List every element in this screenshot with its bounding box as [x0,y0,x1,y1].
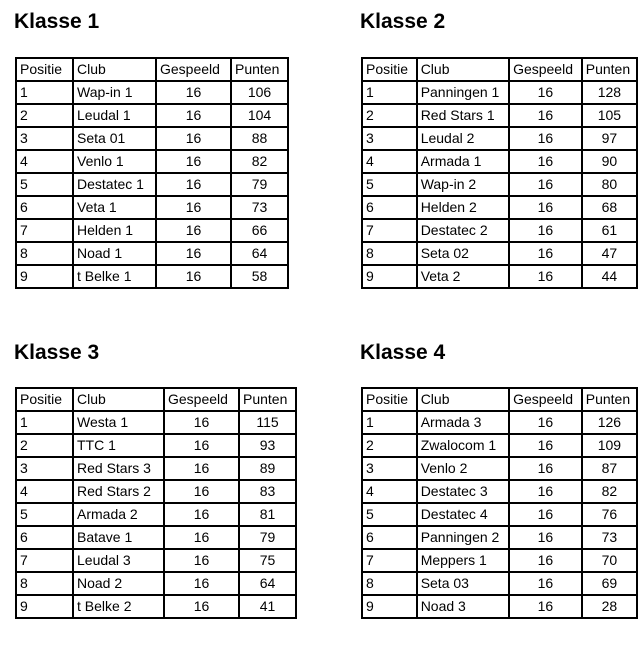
header-pos: Positie [362,388,417,411]
header-pos: Positie [16,388,73,411]
played-cell: 16 [509,219,582,242]
club-cell: Wap-in 2 [417,173,509,196]
table-row [16,595,296,618]
played-cell: 16 [509,196,582,219]
position-cell: 5 [362,503,417,526]
position-cell: 2 [16,434,73,457]
played-cell: 16 [509,242,582,265]
klasse-4-title: Klasse 4 [360,341,446,364]
played-cell: 16 [164,572,239,595]
club-cell: Venlo 2 [417,457,509,480]
points-cell: 61 [582,219,637,242]
table-row [16,265,288,288]
header-club: Club [417,58,509,81]
klasse-1-title: Klasse 1 [14,10,100,33]
club-cell: Veta 1 [73,196,156,219]
club-cell: Zwalocom 1 [417,434,509,457]
klasse-3-section [14,341,99,365]
position-cell: 2 [362,434,417,457]
table-row [16,503,296,526]
points-cell: 89 [239,457,296,480]
table-row [16,572,296,595]
klasse-1-table [15,57,289,289]
club-cell: Helden 1 [73,219,156,242]
position-cell: 7 [16,549,73,572]
position-cell: 2 [362,104,417,127]
played-cell: 16 [509,150,582,173]
table-row [362,503,637,526]
table-row [362,572,637,595]
table-row [16,480,296,503]
club-cell: Red Stars 3 [73,457,164,480]
points-cell: 105 [582,104,637,127]
table-row [16,434,296,457]
club-cell: Wap-in 1 [73,81,156,104]
klasse-4-section [360,341,445,365]
header-played: Gespeeld [509,58,582,81]
played-cell: 16 [156,104,231,127]
position-cell: 6 [16,196,73,219]
points-cell: 73 [231,196,288,219]
table-header-row [16,388,296,411]
position-cell: 7 [362,549,417,572]
points-cell: 64 [239,572,296,595]
points-cell: 104 [231,104,288,127]
position-cell: 4 [362,480,417,503]
table-row [362,196,637,219]
club-cell: Noad 3 [417,595,509,618]
position-cell: 8 [16,572,73,595]
klasse-2-table [361,57,638,289]
table-row [16,457,296,480]
position-cell: 9 [16,595,73,618]
position-cell: 8 [16,242,73,265]
header-played: Gespeeld [509,388,582,411]
played-cell: 16 [509,526,582,549]
played-cell: 16 [156,173,231,196]
table-row [362,81,637,104]
points-cell: 73 [582,526,637,549]
header-points: Punten [231,58,288,81]
header-club: Club [73,388,164,411]
table-row [16,196,288,219]
points-cell: 79 [231,173,288,196]
position-cell: 9 [362,265,417,288]
club-cell: Destatec 3 [417,480,509,503]
table-row [362,104,637,127]
points-cell: 97 [582,127,637,150]
table-row [16,81,288,104]
position-cell: 2 [16,104,73,127]
klasse-4-table [361,387,638,619]
played-cell: 16 [509,549,582,572]
header-pos: Positie [362,58,417,81]
position-cell: 1 [362,411,417,434]
klasse-3-table [15,387,297,619]
header-club: Club [73,58,156,81]
points-cell: 93 [239,434,296,457]
position-cell: 5 [16,173,73,196]
position-cell: 7 [16,219,73,242]
table-row [362,526,637,549]
played-cell: 16 [164,526,239,549]
club-cell: Noad 1 [73,242,156,265]
points-cell: 41 [239,595,296,618]
position-cell: 9 [16,265,73,288]
klasse-1-section [14,10,99,34]
table-row [362,219,637,242]
played-cell: 16 [156,81,231,104]
points-cell: 68 [582,196,637,219]
club-cell: Armada 2 [73,503,164,526]
played-cell: 16 [509,104,582,127]
played-cell: 16 [164,595,239,618]
table-header-row [362,58,637,81]
club-cell: Seta 02 [417,242,509,265]
played-cell: 16 [156,150,231,173]
points-cell: 64 [231,242,288,265]
position-cell: 1 [16,81,73,104]
points-cell: 58 [231,265,288,288]
header-club: Club [417,388,509,411]
position-cell: 3 [16,457,73,480]
position-cell: 3 [16,127,73,150]
position-cell: 6 [362,196,417,219]
klasse-2-title: Klasse 2 [360,10,446,33]
points-cell: 47 [582,242,637,265]
table-row [362,411,637,434]
table-row [16,127,288,150]
points-cell: 44 [582,265,637,288]
table-row [16,411,296,434]
header-points: Punten [582,58,637,81]
club-cell: Leudal 2 [417,127,509,150]
points-cell: 87 [582,457,637,480]
points-cell: 76 [582,503,637,526]
points-cell: 126 [582,411,637,434]
points-cell: 83 [239,480,296,503]
club-cell: Leudal 3 [73,549,164,572]
club-cell: Armada 1 [417,150,509,173]
played-cell: 16 [164,411,239,434]
table-row [16,549,296,572]
played-cell: 16 [509,127,582,150]
played-cell: 16 [509,595,582,618]
club-cell: Meppers 1 [417,549,509,572]
table-row [362,549,637,572]
played-cell: 16 [156,265,231,288]
position-cell: 3 [362,127,417,150]
position-cell: 4 [16,480,73,503]
table-header-row [16,58,288,81]
points-cell: 70 [582,549,637,572]
points-cell: 106 [231,81,288,104]
played-cell: 16 [164,480,239,503]
position-cell: 4 [362,150,417,173]
position-cell: 4 [16,150,73,173]
position-cell: 5 [16,503,73,526]
position-cell: 9 [362,595,417,618]
position-cell: 7 [362,219,417,242]
position-cell: 3 [362,457,417,480]
position-cell: 1 [362,81,417,104]
points-cell: 69 [582,572,637,595]
club-cell: t Belke 2 [73,595,164,618]
table-row [362,595,637,618]
position-cell: 5 [362,173,417,196]
table-row [16,150,288,173]
played-cell: 16 [164,549,239,572]
position-cell: 8 [362,242,417,265]
played-cell: 16 [509,265,582,288]
club-cell: Noad 2 [73,572,164,595]
table-row [16,219,288,242]
played-cell: 16 [509,480,582,503]
played-cell: 16 [156,242,231,265]
club-cell: Leudal 1 [73,104,156,127]
points-cell: 82 [231,150,288,173]
played-cell: 16 [164,457,239,480]
header-played: Gespeeld [156,58,231,81]
table-row [362,242,637,265]
club-cell: Helden 2 [417,196,509,219]
table-row [362,434,637,457]
played-cell: 16 [164,434,239,457]
club-cell: Red Stars 1 [417,104,509,127]
played-cell: 16 [509,81,582,104]
played-cell: 16 [509,434,582,457]
table-row [16,242,288,265]
points-cell: 128 [582,81,637,104]
club-cell: Destatec 1 [73,173,156,196]
club-cell: Veta 2 [417,265,509,288]
points-cell: 88 [231,127,288,150]
club-cell: Batave 1 [73,526,164,549]
club-cell: Red Stars 2 [73,480,164,503]
club-cell: TTC 1 [73,434,164,457]
points-cell: 66 [231,219,288,242]
club-cell: Destatec 2 [417,219,509,242]
table-row [362,265,637,288]
club-cell: Seta 03 [417,572,509,595]
club-cell: Seta 01 [73,127,156,150]
played-cell: 16 [156,219,231,242]
table-row [16,526,296,549]
table-row [362,457,637,480]
played-cell: 16 [164,503,239,526]
table-row [362,150,637,173]
club-cell: t Belke 1 [73,265,156,288]
table-row [16,104,288,127]
points-cell: 75 [239,549,296,572]
table-row [16,173,288,196]
header-played: Gespeeld [164,388,239,411]
played-cell: 16 [509,572,582,595]
played-cell: 16 [509,411,582,434]
table-header-row [362,388,637,411]
table-row [362,173,637,196]
club-cell: Armada 3 [417,411,509,434]
klasse-3-title: Klasse 3 [14,341,100,364]
played-cell: 16 [509,457,582,480]
header-pos: Positie [16,58,73,81]
position-cell: 1 [16,411,73,434]
played-cell: 16 [509,173,582,196]
klasse-2-section [360,10,445,34]
points-cell: 115 [239,411,296,434]
played-cell: 16 [156,127,231,150]
club-cell: Venlo 1 [73,150,156,173]
points-cell: 81 [239,503,296,526]
table-row [362,127,637,150]
header-points: Punten [582,388,637,411]
position-cell: 8 [362,572,417,595]
points-cell: 79 [239,526,296,549]
club-cell: Destatec 4 [417,503,509,526]
table-row [362,480,637,503]
header-points: Punten [239,388,296,411]
played-cell: 16 [156,196,231,219]
points-cell: 109 [582,434,637,457]
club-cell: Panningen 1 [417,81,509,104]
position-cell: 6 [16,526,73,549]
position-cell: 6 [362,526,417,549]
points-cell: 90 [582,150,637,173]
points-cell: 80 [582,173,637,196]
points-cell: 82 [582,480,637,503]
played-cell: 16 [509,503,582,526]
club-cell: Westa 1 [73,411,164,434]
points-cell: 28 [582,595,637,618]
club-cell: Panningen 2 [417,526,509,549]
